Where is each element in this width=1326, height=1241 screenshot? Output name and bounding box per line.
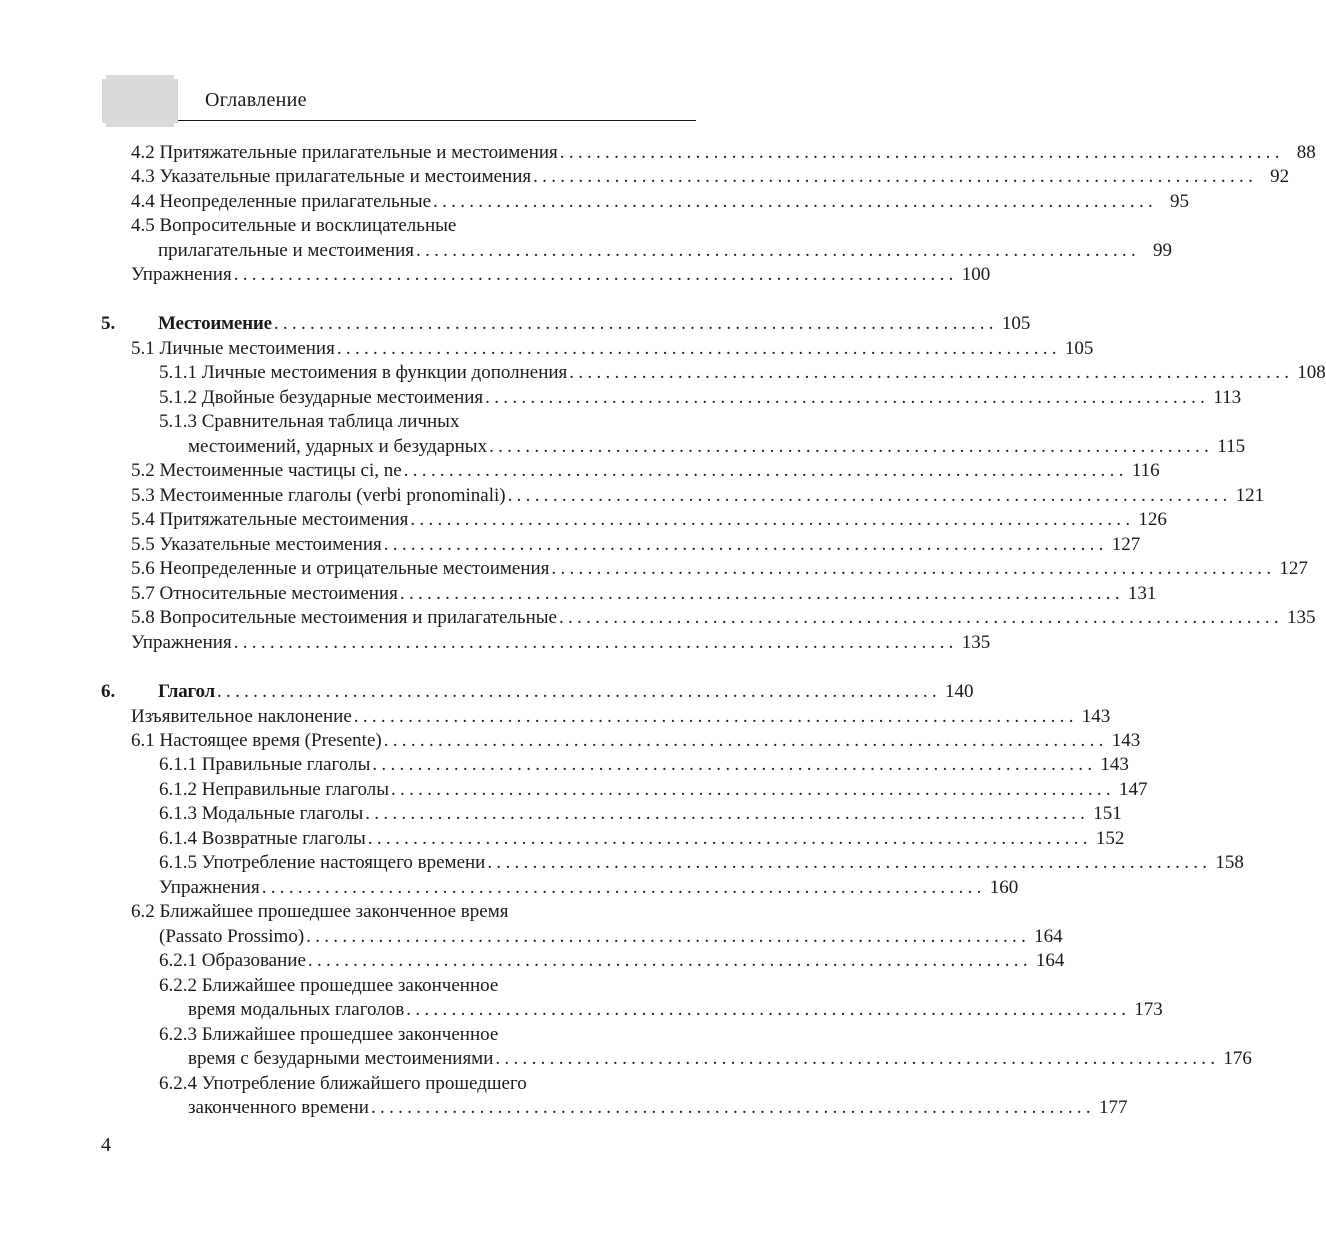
toc-entry-title: 5.8 Вопросительные местоимения и прилагательные [131,607,557,628]
toc-row [0,508,1167,532]
toc-row [0,998,1163,1022]
toc-entry-title: 6.1.2 Неправильные глаголы [159,779,389,800]
dot-leader: ................................................................................ [533,166,1258,187]
toc-row [0,802,1122,826]
toc-row [0,925,1063,949]
toc-entry-title: Глагол [158,681,215,702]
toc-entry[interactable] [158,239,1173,263]
toc-page-number: 88 [1296,142,1316,163]
toc-entry-title: время с безударными местоимениями [188,1048,494,1069]
toc-entry-title: 5.1.3 Сравнительная таблица личных [159,411,460,432]
toc-entry[interactable] [159,1023,691,1047]
toc-page-number: 143 [1111,730,1141,751]
toc-entry[interactable] [131,337,1094,361]
toc-entry[interactable] [159,410,691,434]
toc-row [0,386,1242,410]
toc-row [0,214,768,238]
toc-row [0,459,1160,483]
toc-row [0,900,768,924]
toc-entry[interactable] [131,263,991,287]
toc-page-number: 108 [1297,362,1326,383]
toc-entry-title: 5.1 Личные местоимения [131,338,335,359]
toc-entry[interactable] [131,141,1316,165]
toc-entry[interactable] [159,778,1148,802]
toc-entry-title: Местоимение [158,313,272,334]
toc-entry-title: 5.1.1 Личные местоимения в функции дополнения [159,362,568,383]
toc-row [0,876,1019,900]
toc-row [0,190,1190,214]
dot-leader: ................................................................................ [353,706,1078,727]
toc-row [0,631,991,655]
dot-leader: ................................................................................ [489,436,1214,457]
dot-leader: ................................................................................ [367,828,1092,849]
dot-leader: ................................................................................ [306,926,1031,947]
dot-leader: ................................................................................ [365,803,1090,824]
header-rule [178,120,696,121]
toc-entry[interactable] [131,533,1141,557]
toc-entry-title: 4.3 Указательные прилагательные и местоимения [131,166,532,187]
toc-chapter-row [0,680,974,704]
toc-entry[interactable] [131,900,691,924]
toc-entry[interactable] [188,435,1246,459]
toc-entry-title: 6.2 Ближайшее прошедшее законченное время [131,901,509,922]
toc-row [0,949,1065,973]
toc-entry-title: 6.2.3 Ближайшее прошедшее законченное [159,1024,499,1045]
toc-entry-title: законченного времени [188,1097,369,1118]
toc-row [0,1096,1128,1120]
toc-page-number: 151 [1093,803,1122,824]
dot-leader: ................................................................................ [390,779,1115,800]
toc-page-number: 143 [1081,706,1111,727]
toc-row [0,239,1173,263]
toc-page-number: 116 [1131,460,1160,481]
toc-entry-title: Упражнения [159,877,260,898]
toc-entry[interactable] [159,876,1019,900]
toc-entry[interactable] [131,508,1167,532]
toc-entry[interactable] [188,1047,1252,1071]
toc-entry-title: 6.1.3 Модальные глаголы [159,803,364,824]
dot-leader: ................................................................................ [370,1097,1095,1118]
toc-row [0,557,1308,581]
toc-entry[interactable] [159,974,691,998]
toc-page-number: 95 [1170,191,1190,212]
toc-row [0,606,1316,630]
toc-row [0,533,1141,557]
toc-entry-title: (Passato Prossimo) [159,926,305,947]
toc-row [0,337,1094,361]
toc-entry[interactable] [131,705,1111,729]
toc-entry-title: 6.2.4 Употребление ближайшего прошедшего [159,1073,527,1094]
toc-entry[interactable] [159,1072,691,1096]
toc-entry-title: 4.2 Притяжательные прилагательные и местоимения [131,142,558,163]
dot-leader: ................................................................................ [336,338,1061,359]
chapter-number: 6. [101,681,116,702]
toc-entry[interactable] [158,312,1031,336]
toc-page-number: 127 [1279,558,1308,579]
toc-entry-title: 5.7 Относительные местоимения [131,583,398,604]
toc-entry-title: 5.5 Указательные местоимения [131,534,382,555]
toc-page-number: 164 [1035,950,1065,971]
dot-leader: ................................................................................ [307,950,1032,971]
dot-leader: ................................................................................ [569,362,1294,383]
running-title: Оглавление [205,89,307,111]
toc-page-number: 135 [1286,607,1316,628]
toc-entry-title: 6.1 Настоящее время (Presente) [131,730,382,751]
toc-page-number: 92 [1270,166,1290,187]
toc-page-number: 100 [961,264,991,285]
toc-row [0,827,1125,851]
toc-page-number: 105 [1064,338,1094,359]
toc-entry[interactable] [159,361,1326,385]
toc-entry[interactable] [131,214,691,238]
toc-row [0,361,1326,385]
dot-leader: ................................................................................ [507,485,1232,506]
toc-row [0,778,1148,802]
toc-entry-title: время модальных глаголов [188,999,405,1020]
toc-row [0,753,1129,777]
toc-page-number: 147 [1118,779,1148,800]
toc-row [0,729,1141,753]
toc-row [0,410,768,434]
toc-entry-title: 5.6 Неопределенные и отрицательные местоимения [131,558,550,579]
toc-page-number: 152 [1095,828,1125,849]
toc-page-number: 135 [961,632,991,653]
toc-row [0,484,1265,508]
toc-row [0,165,1290,189]
toc-entry[interactable] [159,851,1244,875]
toc-entry[interactable] [131,484,1265,508]
toc-page-number: 121 [1235,485,1265,506]
dot-leader: ................................................................................ [495,1048,1220,1069]
toc-entry[interactable] [131,557,1308,581]
dot-leader: ................................................................................ [416,240,1141,261]
toc-entry-title: 6.1.1 Правильные глаголы [159,754,371,775]
toc-entry-title: 6.1.5 Употребление настоящего времени [159,852,486,873]
toc-row [0,1072,768,1096]
toc-row [0,705,1111,729]
toc-entry[interactable] [159,925,1063,949]
toc-page-number: 105 [1001,313,1031,334]
page-number: 4 [101,1134,111,1156]
toc-row [0,582,1157,606]
toc-entry-title: 6.2.2 Ближайшее прошедшее законченное [159,975,499,996]
toc-entry[interactable] [159,949,1065,973]
toc-page-number: 164 [1034,926,1063,947]
toc-entry-title: Изъявительное наклонение [131,706,352,727]
toc-page-number: 115 [1217,436,1246,457]
dot-leader: ................................................................................ [383,534,1108,555]
toc-entry[interactable] [131,729,1141,753]
toc-entry-title: 5.4 Притяжательные местоимения [131,509,409,530]
toc-page-number: 140 [944,681,974,702]
dot-leader: ................................................................................ [261,877,986,898]
toc-page-number: 158 [1215,852,1244,873]
dot-leader: ................................................................................ [372,754,1097,775]
toc-page-number: 173 [1134,999,1163,1020]
toc-entry[interactable] [188,998,1163,1022]
toc-page-number: 143 [1100,754,1129,775]
toc-entry-title: 5.2 Местоименные частицы ci, ne [131,460,402,481]
toc-row [0,974,768,998]
toc-chapter-row [0,312,1031,336]
dot-leader: ................................................................................ [410,509,1135,530]
dot-leader: ................................................................................ [551,558,1276,579]
toc-entry[interactable] [131,190,1190,214]
toc-page-number: 131 [1127,583,1157,604]
toc-entry-title: 4.5 Вопросительные и восклицательные [131,215,457,236]
toc-entry-title: 6.1.4 Возвратные глаголы [159,828,366,849]
dot-leader: ................................................................................ [273,313,998,334]
dot-leader: ................................................................................ [233,632,958,653]
toc-entry[interactable] [159,802,1122,826]
toc-row [0,435,1246,459]
toc-entry-title: Упражнения [131,264,232,285]
chapter-number: 5. [101,313,116,334]
dot-leader: ................................................................................ [487,852,1212,873]
toc-entry[interactable] [131,582,1157,606]
dot-leader: ................................................................................ [403,460,1128,481]
toc-entry-title: прилагательные и местоимения [158,240,415,261]
toc-entry-title: 4.4 Неопределенные прилагательные [131,191,432,212]
toc-page-number: 177 [1098,1097,1128,1118]
header-decoration [102,75,178,127]
toc-entry-title: 6.2.1 Образование [159,950,306,971]
toc-entry[interactable] [131,631,991,655]
toc-entry-title: 5.3 Местоименные глаголы (verbi pronominali) [131,485,506,506]
toc-entry[interactable] [158,680,974,704]
toc-row [0,141,1316,165]
toc-page-number: 176 [1223,1048,1252,1069]
dot-leader: ................................................................................ [233,264,958,285]
toc-entry-title: местоимений, ударных и безударных [188,436,488,457]
dot-leader: ................................................................................ [399,583,1124,604]
toc-row [0,263,991,287]
toc-entry[interactable] [131,459,1160,483]
toc-row [0,1023,768,1047]
dot-leader: ................................................................................ [558,607,1283,628]
dot-leader: ................................................................................ [433,191,1158,212]
dot-leader: ................................................................................ [406,999,1131,1020]
toc-entry[interactable] [159,386,1242,410]
toc-entry[interactable] [159,827,1125,851]
toc-entry[interactable] [188,1096,1128,1120]
toc-entry-title: 5.1.2 Двойные безударные местоимения [159,387,484,408]
dot-leader: ................................................................................ [559,142,1284,163]
toc-row [0,1047,1252,1071]
toc-row [0,851,1244,875]
toc-page-number: 126 [1138,509,1167,530]
toc-page-number: 99 [1153,240,1173,261]
toc-page-number: 113 [1213,387,1242,408]
toc-page-number: 160 [989,877,1019,898]
toc-entry-title: Упражнения [131,632,232,653]
toc-page-number: 127 [1111,534,1141,555]
dot-leader: ................................................................................ [383,730,1108,751]
toc-entry[interactable] [159,753,1129,777]
dot-leader: ................................................................................ [216,681,941,702]
dot-leader: ................................................................................ [485,387,1210,408]
toc-entry[interactable] [131,165,1290,189]
toc-entry[interactable] [131,606,1316,630]
